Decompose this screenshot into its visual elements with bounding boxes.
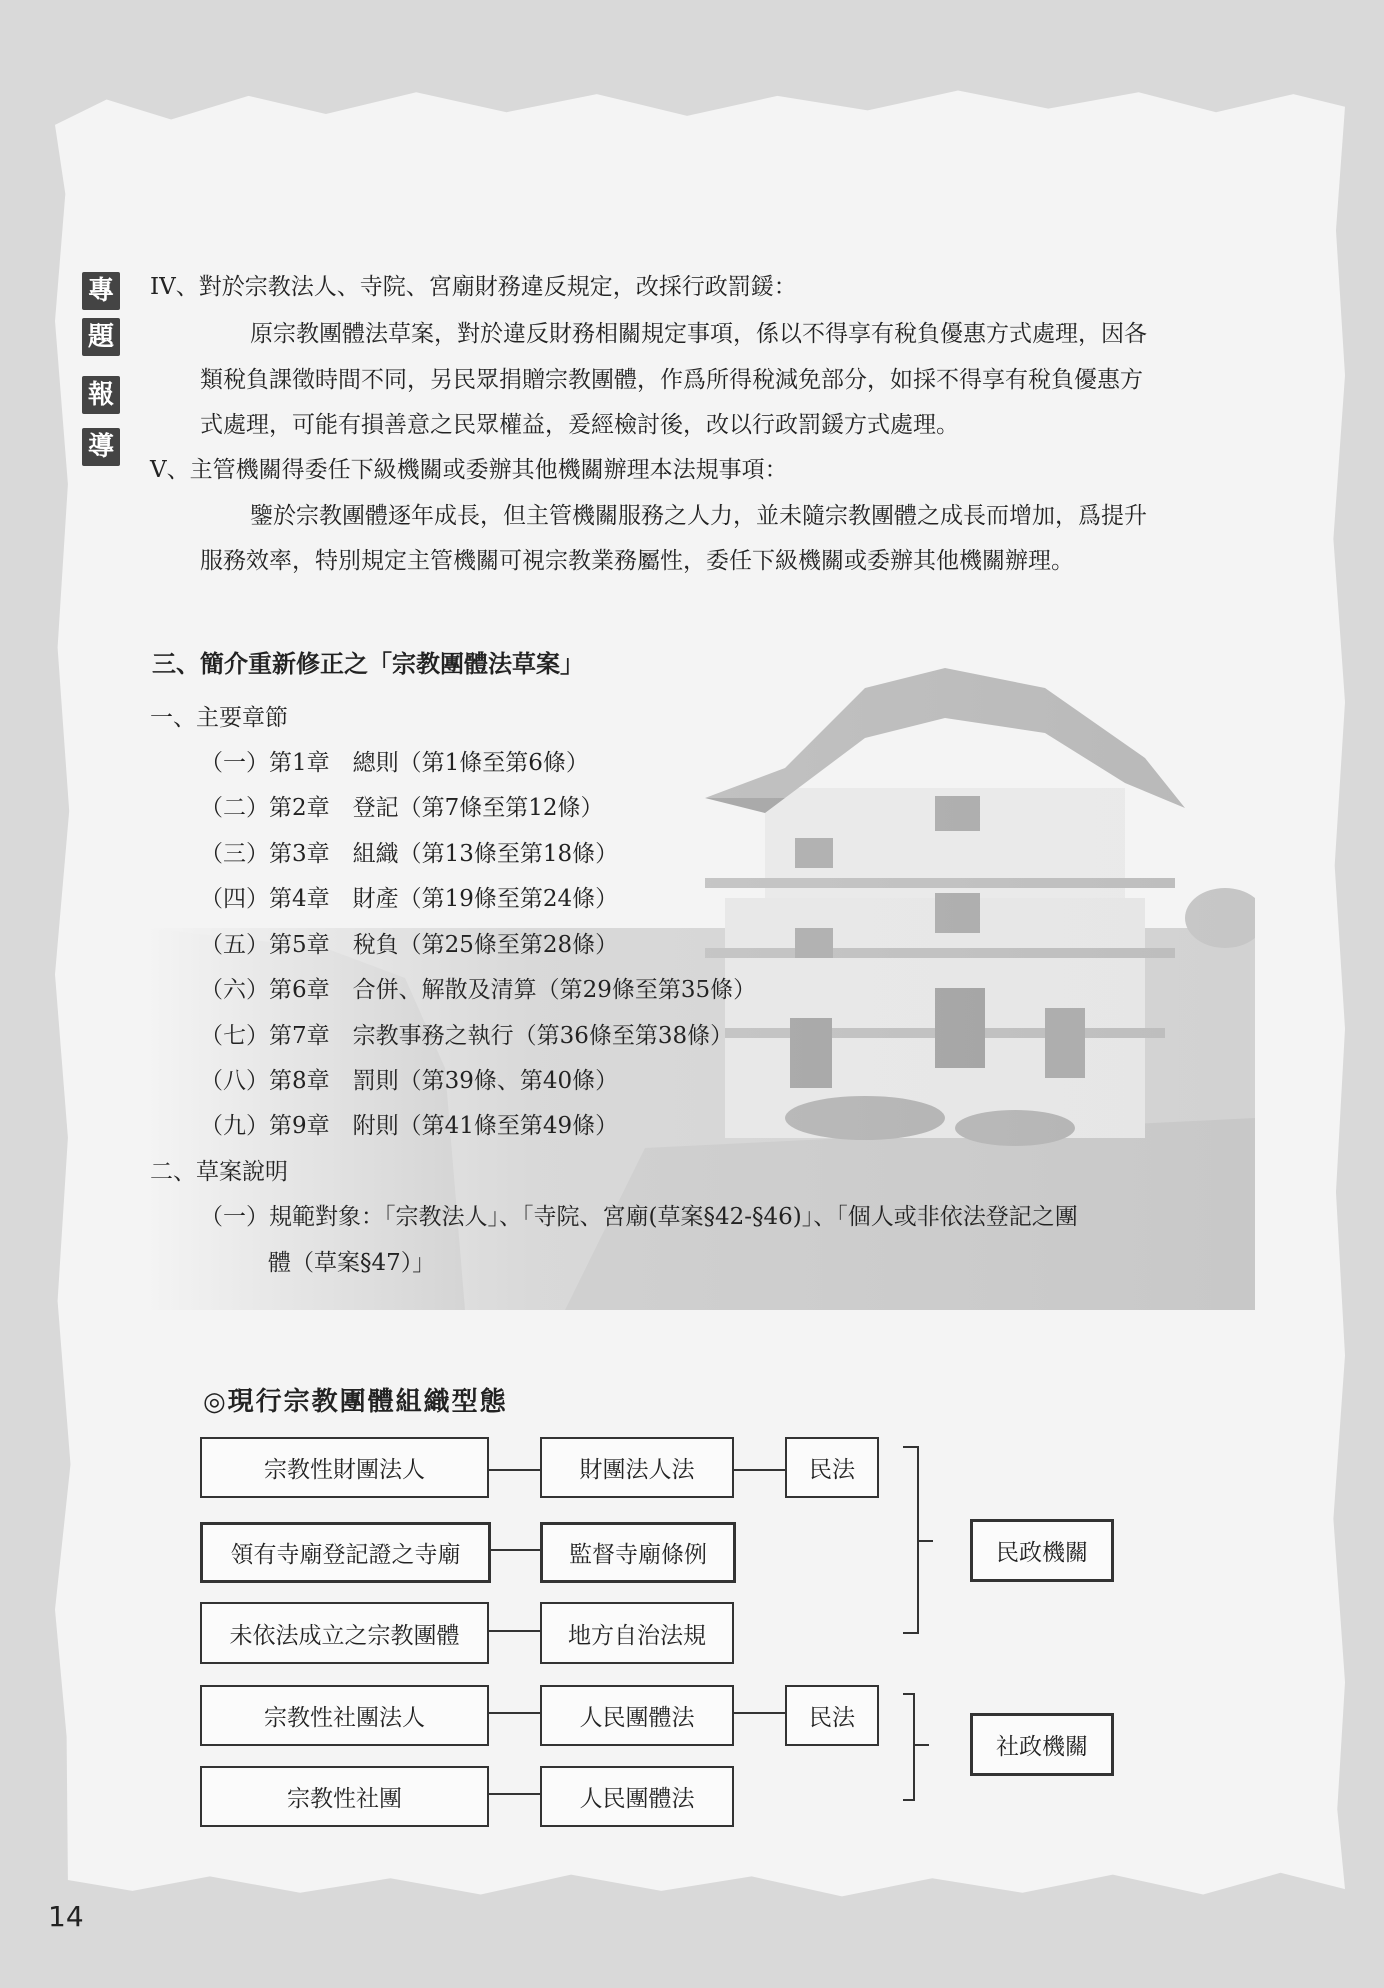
section-v-heading: V、主管機關得委任下級機關或委辦其他機關辦理本法規事項：	[150, 457, 788, 483]
social-affairs-authority-box: 社政機關	[970, 1713, 1114, 1776]
section-iv-line-2: 類稅負課徵時間不同，另民眾捐贈宗教團體，作爲所得稅減免部分，如採不得享有稅負優惠方	[200, 367, 1143, 393]
side-tab-char-3: 報	[82, 376, 120, 414]
draft-notes-title: 二、草案說明	[150, 1159, 288, 1185]
civil-code-box: 民法	[785, 1685, 879, 1746]
diagram-title: ◎現行宗教團體組織型態	[203, 1387, 508, 1417]
law-box: 地方自治法規	[540, 1602, 734, 1664]
civil-affairs-authority-box: 民政機關	[970, 1519, 1114, 1582]
civil-code-box: 民法	[785, 1437, 879, 1498]
bracket-social-tick	[915, 1744, 929, 1746]
section-v-line-1: 鑒於宗教團體逐年成長，但主管機關服務之人力，並未隨宗教團體之成長而增加，爲提升	[250, 503, 1147, 529]
bracket-civil	[903, 1446, 919, 1634]
entity-box: 領有寺廟登記證之寺廟	[200, 1522, 491, 1583]
chapter-item: （三）第3章 組織（第13條至第18條）	[200, 841, 619, 867]
side-tab-char-4: 導	[82, 428, 120, 466]
connector-line	[488, 1630, 540, 1632]
page-number: 14	[48, 1900, 84, 1933]
bracket-social	[903, 1693, 915, 1801]
chapter-item: （一）第1章 總則（第1條至第6條）	[200, 750, 589, 776]
section-iv-line-3: 式處理，可能有損善意之民眾權益，爰經檢討後，改以行政罰鍰方式處理。	[200, 412, 959, 438]
section-iv-line-1: 原宗教團體法草案，對於違反財務相關規定事項，係以不得享有稅負優惠方式處理，因各	[250, 321, 1147, 347]
entity-box: 宗教性社團法人	[200, 1685, 489, 1746]
side-tab-char-2: 題	[82, 318, 120, 356]
connector-line	[489, 1549, 540, 1551]
connector-line	[733, 1469, 785, 1471]
law-box: 人民團體法	[540, 1685, 734, 1746]
connector-line	[733, 1712, 785, 1714]
draft-note-1-line-2: 體（草案§47）」	[268, 1250, 436, 1276]
entity-box: 宗教性社團	[200, 1766, 489, 1827]
section-three-title: 三、簡介重新修正之「宗教團體法草案」	[152, 650, 584, 678]
section-v-line-2: 服務效率，特別規定主管機關可視宗教業務屬性，委任下級機關或委辦其他機關辦理。	[200, 548, 1074, 574]
main-chapters-title: 一、主要章節	[150, 705, 288, 731]
chapter-item: （四）第4章 財產（第19條至第24條）	[200, 886, 619, 912]
section-iv-heading: IV、對於宗教法人、寺院、宮廟財務違反規定，改採行政罰鍰：	[150, 274, 797, 300]
entity-box: 未依法成立之宗教團體	[200, 1602, 489, 1664]
chapter-item: （二）第2章 登記（第7條至第12條）	[200, 795, 604, 821]
entity-box: 宗教性財團法人	[200, 1437, 489, 1498]
law-box: 人民團體法	[540, 1766, 734, 1827]
chapter-item: （六）第6章 合併、解散及清算（第29條至第35條）	[200, 977, 757, 1003]
bracket-civil-tick	[919, 1540, 933, 1542]
law-box: 財團法人法	[540, 1437, 734, 1498]
connector-line	[488, 1712, 540, 1714]
connector-line	[488, 1469, 540, 1471]
chapter-item: （八）第8章 罰則（第39條、第40條）	[200, 1068, 619, 1094]
draft-note-1-line-1: （一）規範對象：「宗教法人」、「寺院、宮廟(草案§42-§46)」、「個人或非依法登記之團	[200, 1204, 1078, 1230]
law-box: 監督寺廟條例	[540, 1522, 736, 1583]
chapter-item: （九）第9章 附則（第41條至第49條）	[200, 1113, 619, 1139]
chapter-item: （七）第7章 宗教事務之執行（第36條至第38條）	[200, 1023, 734, 1049]
connector-line	[488, 1793, 540, 1795]
chapter-item: （五）第5章 稅負（第25條至第28條）	[200, 932, 619, 958]
side-tab-char-1: 專	[82, 272, 120, 310]
